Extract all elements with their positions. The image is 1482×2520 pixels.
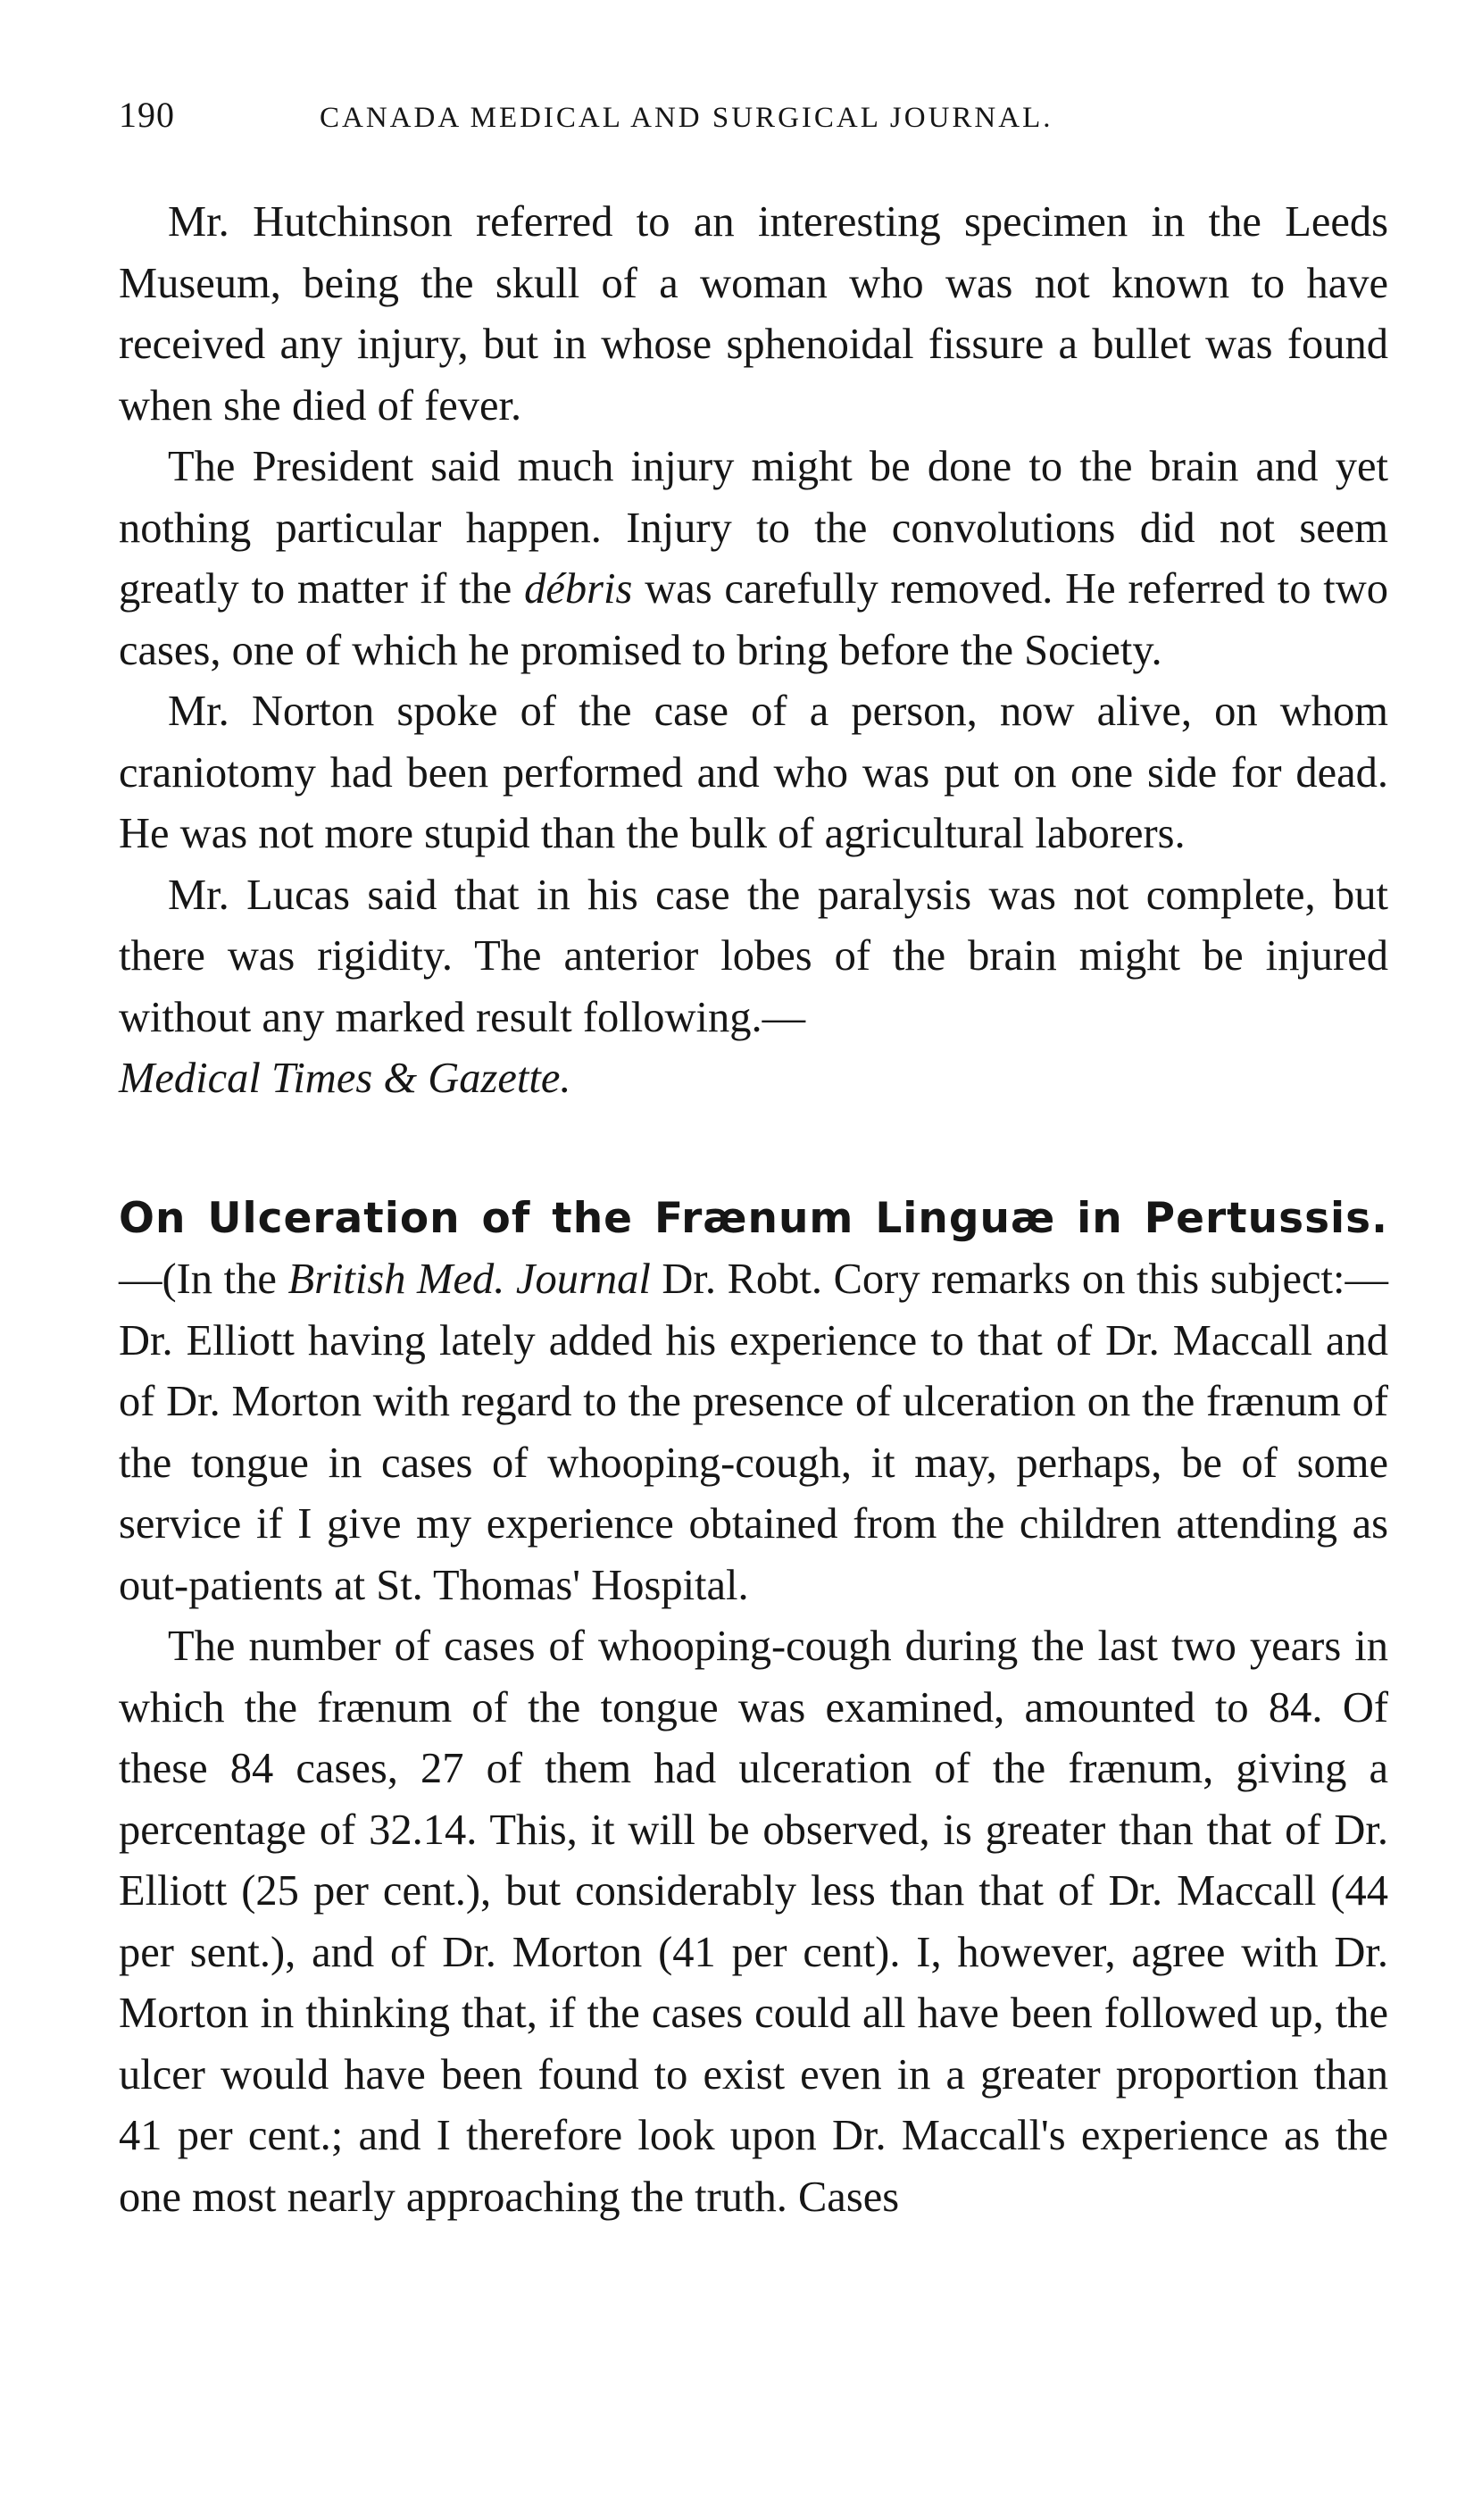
president-text-part1: The President said much injury might be done to the brain and yet nothing particular happen. Injury to the convolutions did not seem greatly to matter if the <box>119 443 1388 613</box>
lucas-paragraph <box>119 865 1388 1110</box>
president-paragraph <box>119 437 1388 681</box>
article-heading: On Ulceration of the Frænum Linguæ in Pertussis. <box>119 1193 1388 1243</box>
source-citation: Medical Times & Gazette. <box>119 1055 571 1102</box>
running-head <box>119 94 1388 147</box>
intro-open: —(In the <box>119 1256 288 1303</box>
journal-title: CANADA MEDICAL AND SURGICAL JOURNAL. <box>320 102 1053 134</box>
article-intro-paragraph <box>119 1189 1388 1617</box>
hutchinson-paragraph: Mr. Hutchinson referred to an interesting specimen in the Leeds Museum, being the skull of a woman who was not known to have received any injury, but in whose sphenoidal fissure a bullet was found when she died of fever. <box>119 198 1388 430</box>
journal-reference: British Med. Journal <box>287 1256 651 1303</box>
intro-text: Dr. Robt. Cory remarks on this subject:—Dr. Elliott having lately added his experience to that of Dr. Maccall and of Dr. Morton with regard to the presence of ulceration on the frænum of the tongue in cases of whooping-cough, it may, perhaps, be of some service if I give my experience obtained from the children attending as out-patients at St. Thomas' Hospital. <box>119 1256 1388 1609</box>
president-text-part2: was carefully removed. He referred to two cases, one of which he promised to bring before the Society. <box>119 565 1388 674</box>
norton-paragraph: Mr. Norton spoke of the case of a person, now alive, on whom craniotomy had been performed and who was put on one side for dead. He was not more stupid than the bulk of agricultural laborers. <box>119 688 1388 857</box>
debris-term: débris <box>524 565 633 613</box>
lucas-text: Mr. Lucas said that in his case the paralysis was not complete, but there was rigidity. The anterior lobes of the brain might be injured without any marked result following.— <box>119 871 1388 1041</box>
section-gap <box>119 1110 1388 1189</box>
journal-page <box>119 94 1388 2228</box>
page-number: 190 <box>119 95 175 135</box>
statistics-paragraph: The number of cases of whooping-cough during the last two years in which the frænum of the tongue was examined, amounted to 84. Of these 84 cases, 27 of them had ulceration of the frænum, giving a percentage of 32.14. This, it will be observed, is greater than that of Dr. Elliott (25 per cent.), but considerably less than that of Dr. Maccall (44 per sent.), and of Dr. Morton (41 per cent). I, however, agree with Dr. Morton in thinking that, if the cases could all have been followed up, the ulcer would have been found to exist even in a greater proportion than 41 per cent.; and I therefore look upon Dr. Maccall's experience as the one most nearly approaching the truth. Cases <box>119 1623 1388 2221</box>
